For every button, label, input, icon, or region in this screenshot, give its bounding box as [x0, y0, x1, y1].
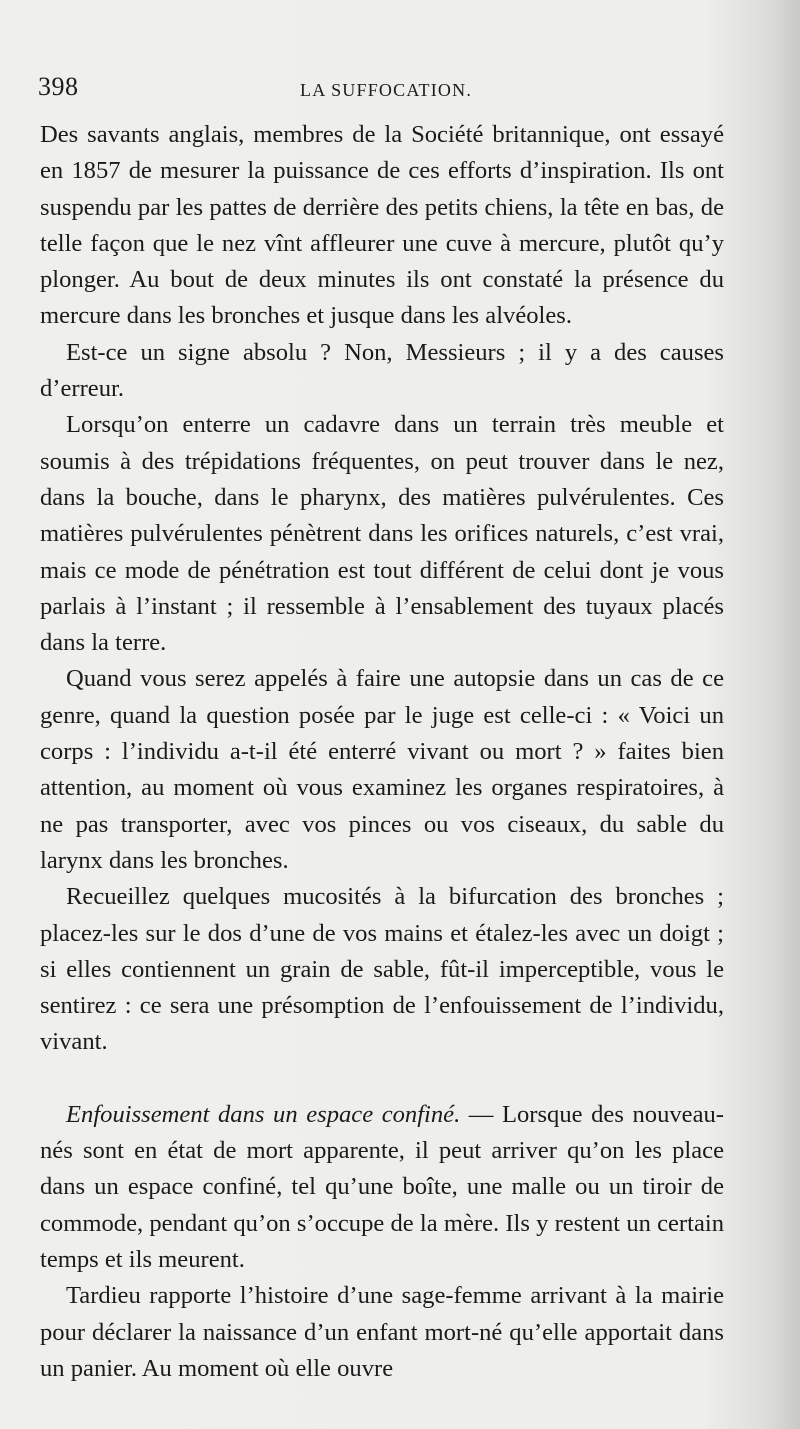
paragraph: Recueillez quelques mucosités à la bifurcation des bronches ; placez-les sur le dos d’une de vos mains et étalez-les avec un doigt ; si elles contiennent un grain de sable, fût-il imperceptible, vous le sentirez : ce sera une présomption de l’enfouissement de l’individu, vivant. [40, 883, 724, 1056]
section-text: — Lorsque des nouveau-nés sont en état de mort apparente, il peut arriver qu’on les place dans un espace confiné, tel qu’une boîte, une malle ou un tiroir de commode, pendant qu’on s’occupe de la mère. Ils y restent un certain temps et ils meurent. [40, 1100, 724, 1273]
paragraph: Tardieu rapporte l’histoire d’une sage-femme arrivant à la mairie pour déclarer la naissance d’un enfant mort-né qu’elle apportait dans un panier. Au moment où elle ouvre [40, 1282, 724, 1382]
paragraph: Des savants anglais, membres de la Société britannique, ont essayé en 1857 de mesurer la puissance de ces efforts d’inspiration. Ils ont suspendu par les pattes de derrière des petits chiens, la tête en bas, de telle façon que le nez vînt affleurer une cuve à mercure, plutôt qu’y plonger. Au bout de deux minutes ils ont constaté la présence du mercure dans les bronches et jusque dans les alvéoles. [40, 121, 724, 330]
paragraph: Lorsqu’on enterre un cadavre dans un terrain très meuble et soumis à des trépidations fréquentes, on peut trouver dans le nez, dans la bouche, dans le pharynx, des matières pulvérulentes. Ces matières pulvérulentes pénètrent dans les orifices naturels, c’est vrai, mais ce mode de pénétration est tout différent de celui dont je vous parlais à l’instant ; il ressemble à l’ensablement des tuyaux placés dans la terre. [40, 411, 724, 657]
section-paragraph [40, 1097, 724, 1278]
page-number: 398 [38, 72, 79, 101]
page-header [38, 72, 728, 112]
running-head: LA SUFFOCATION. [300, 80, 473, 100]
paragraph: Quand vous serez appelés à faire une autopsie dans un cas de ce genre, quand la question posée par le juge est celle-ci : « Voici un corps : l’individu a-t-il été enterré vivant ou mort ? » faites bien attention, au moment où vous examinez les organes respiratoires, à ne pas transporter, avec vos pinces ou vos ciseaux, du sable du larynx dans les bronches. [40, 665, 724, 874]
section-title: Enfouissement dans un espace confiné. [66, 1100, 461, 1128]
paragraph: Est-ce un signe absolu ? Non, Messieurs ; il y a des causes d’erreur. [40, 338, 724, 403]
body-text [40, 117, 724, 1387]
